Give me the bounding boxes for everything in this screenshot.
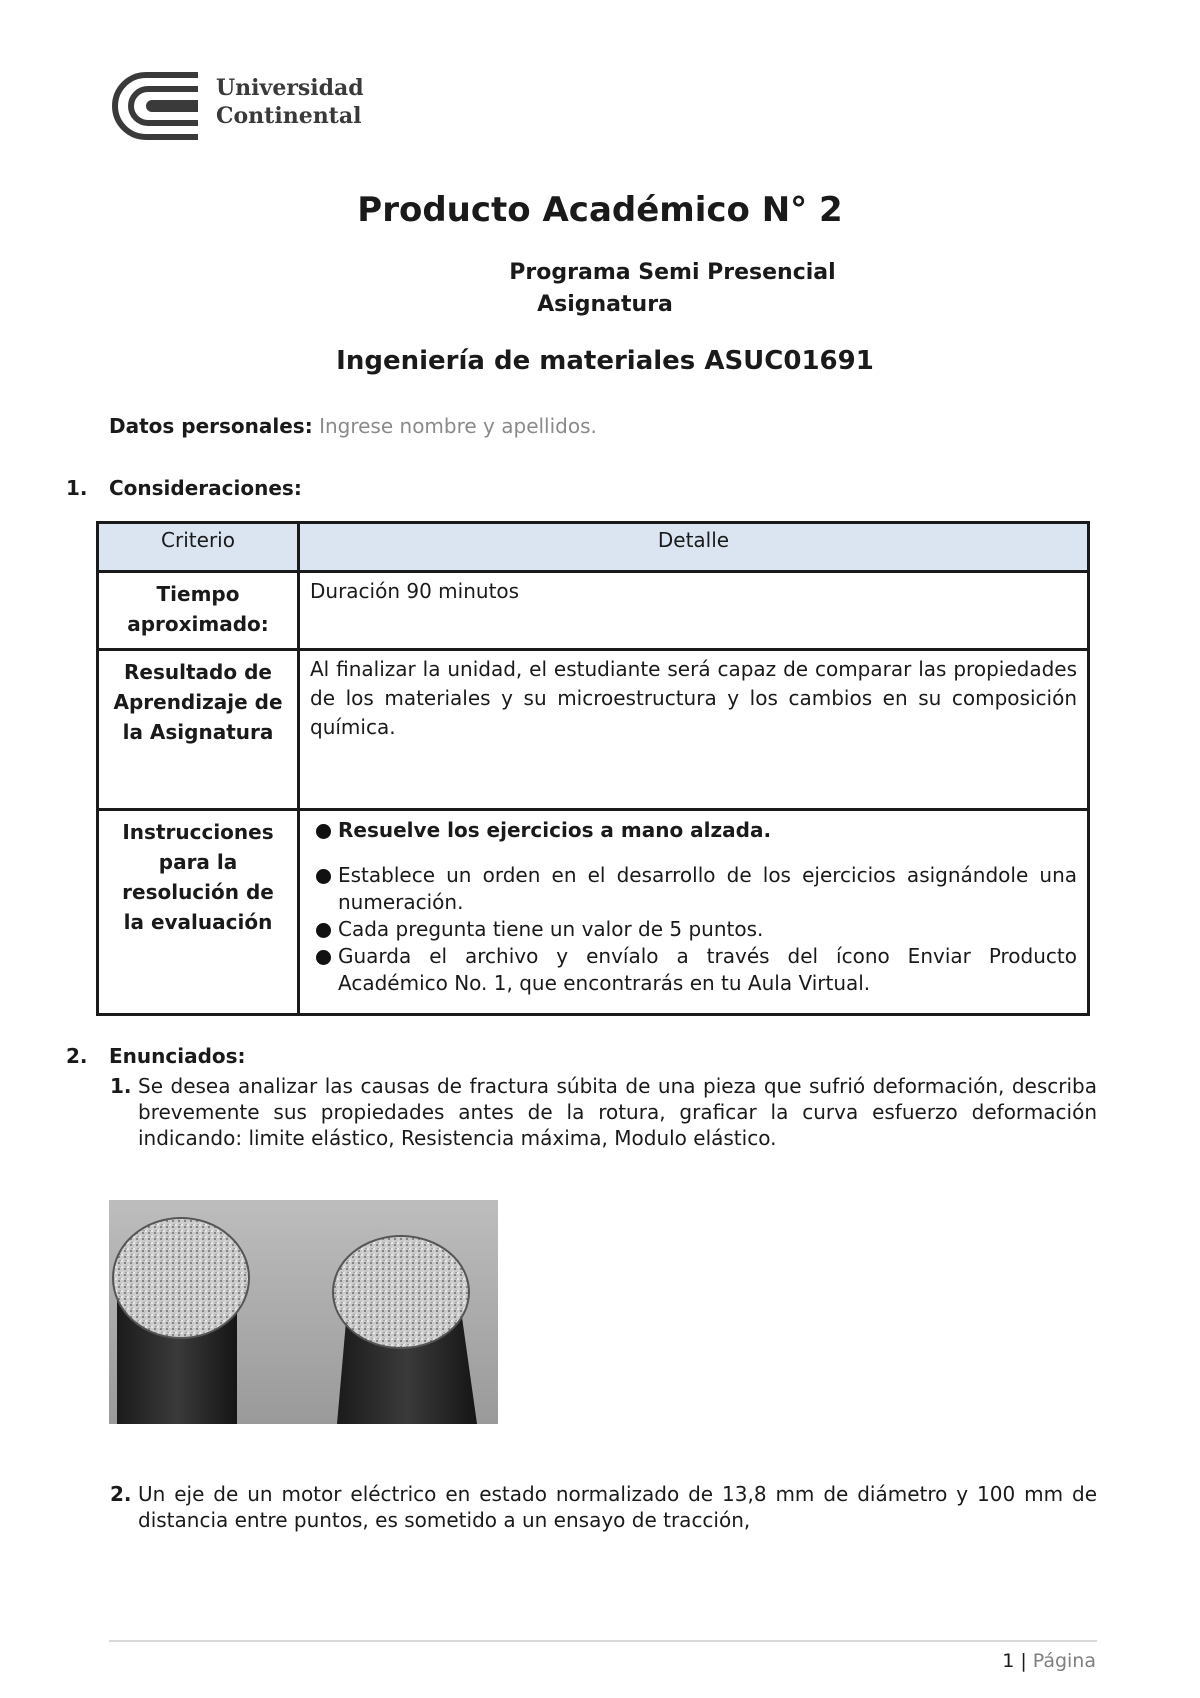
question-number: 2. — [110, 1482, 132, 1506]
personal-data-label: Datos personales: — [109, 414, 313, 438]
bullet-icon — [316, 869, 331, 884]
question-text: Se desea analizar las causas de fractura súbita de una pieza que sufrió deformación, describa brevemente sus propiedades antes de la rotura, graficar la curva esfuerzo deformación indicando: limite elástico, Resistencia máxima, Modulo elástico. — [138, 1074, 1097, 1150]
logo-line-1: Universidad — [216, 75, 364, 101]
section-title: Consideraciones: — [109, 476, 302, 500]
list-item — [310, 943, 1077, 997]
list-item-text: Establece un orden en el desarrollo de los ejercicios asignándole una numeración. — [338, 863, 1077, 914]
footer-divider — [109, 1640, 1097, 1642]
page-label: Página — [1032, 1650, 1096, 1672]
university-logo — [108, 70, 368, 142]
table-header-criterio: Criterio — [98, 523, 299, 572]
section-title: Enunciados: — [109, 1044, 246, 1068]
question-1 — [110, 1073, 1097, 1151]
program-name: Programa Semi Presencial — [509, 260, 836, 285]
page-number: 1 — [1002, 1650, 1015, 1672]
list-item — [310, 916, 1077, 943]
fracture-photo-image — [109, 1200, 498, 1424]
page-footer — [1002, 1650, 1096, 1672]
list-item-text: Resuelve los ejercicios a mano alzada. — [338, 818, 772, 842]
table-row — [98, 810, 1089, 1015]
question-2 — [110, 1481, 1097, 1533]
table-cell-detalle — [299, 810, 1089, 1015]
section-number: 2. — [66, 1044, 88, 1068]
personal-data — [109, 414, 597, 438]
criteria-table — [96, 521, 1090, 1016]
section-heading-1 — [66, 476, 302, 500]
personal-data-field[interactable]: Ingrese nombre y apellidos. — [319, 414, 597, 438]
logo-emblem-icon — [108, 70, 208, 142]
bullet-icon — [316, 923, 331, 938]
list-item — [310, 817, 1077, 844]
table-cell-detalle: Duración 90 minutos — [299, 572, 1089, 650]
bullet-icon — [316, 824, 331, 839]
logo-line-2: Continental — [216, 103, 362, 129]
list-item — [310, 862, 1077, 916]
list-item-text: Guarda el archivo y envíalo a través del ícono Enviar Producto Académico No. 1, que encontrarás en tu Aula Virtual. — [338, 944, 1077, 995]
table-cell-criterio: Instrucciones para la resolución de la evaluación — [98, 810, 299, 1015]
table-cell-criterio: Tiempo aproximado: — [98, 572, 299, 650]
footer-separator: | — [1020, 1650, 1027, 1672]
instructions-list — [310, 817, 1077, 997]
question-number: 1. — [110, 1074, 132, 1098]
question-text: Un eje de un motor eléctrico en estado normalizado de 13,8 mm de diámetro y 100 mm de distancia entre puntos, es sometido a un ensayo de tracción, — [138, 1482, 1097, 1532]
subject-label: Asignatura — [537, 292, 673, 317]
section-number: 1. — [66, 476, 88, 500]
bullet-icon — [316, 950, 331, 965]
table-cell-criterio: Resultado de Aprendizaje de la Asignatura — [98, 650, 299, 810]
fracture-specimens-photo — [109, 1200, 498, 1424]
section-heading-2 — [66, 1044, 246, 1068]
table-cell-detalle: Al finalizar la unidad, el estudiante será capaz de comparar las propiedades de los materiales y su microestructura y los cambios en su composición química. — [299, 650, 1089, 810]
table-row — [98, 572, 1089, 650]
table-row — [98, 650, 1089, 810]
table-header-detalle: Detalle — [299, 523, 1089, 572]
course-name: Ingeniería de materiales ASUC01691 — [336, 346, 874, 376]
table-header-row — [98, 523, 1089, 572]
document-title: Producto Académico N° 2 — [357, 190, 843, 230]
logo-text — [216, 74, 364, 130]
list-item-text: Cada pregunta tiene un valor de 5 puntos. — [338, 917, 764, 941]
